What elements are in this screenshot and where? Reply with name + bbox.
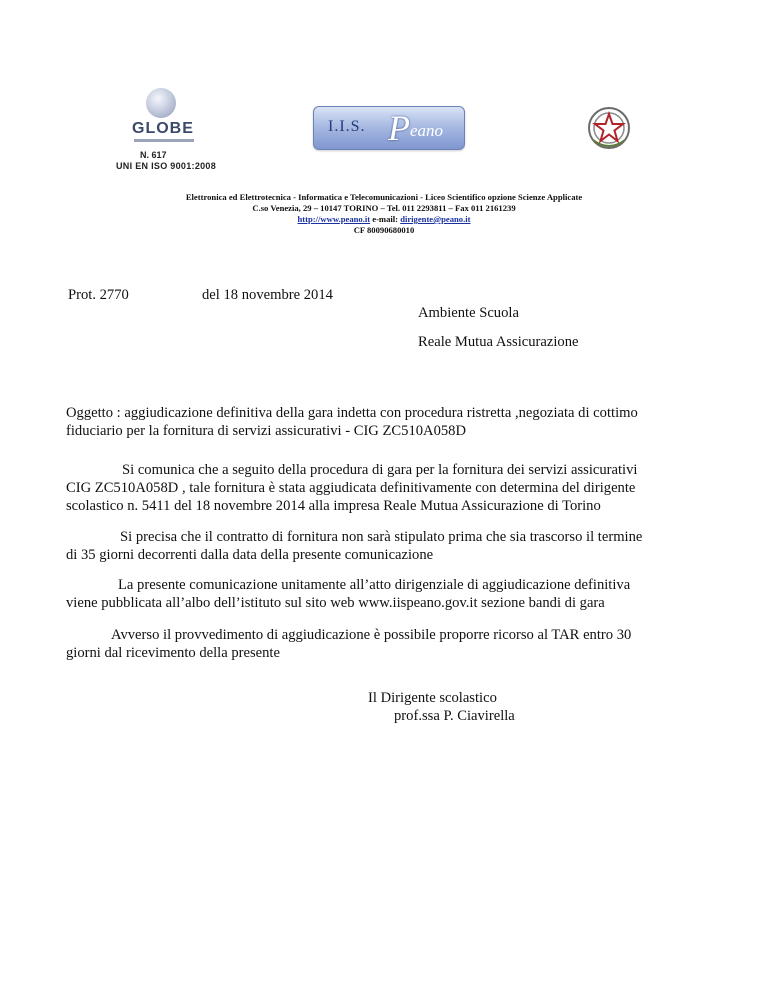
paragraph-4-line-1: Avverso il provvedimento di aggiudicazione è possibile proporre ricorso al TAR entro 30 xyxy=(111,627,632,643)
paragraph-4-line-2: giorni dal ricevimento della presente xyxy=(66,645,280,661)
header-address: C.so Venezia, 29 – 10147 TORINO – Tel. 011 2293811 – Fax 011 2161239 xyxy=(252,203,516,213)
school-logo-prefix: I.I.S. xyxy=(328,118,366,135)
signature-name: prof.ssa P. Ciavirella xyxy=(394,708,515,724)
paragraph-2-line-1: Si precisa che il contratto di fornitura non sarà stipulato prima che sia trascorso il termine xyxy=(120,529,643,545)
paragraph-3-line-1: La presente comunicazione unitamente all’atto dirigenziale di aggiudicazione definitiva xyxy=(118,577,631,593)
protocol-date: del 18 novembre 2014 xyxy=(202,287,333,303)
paragraph-1-line-1: Si comunica che a seguito della procedura di gara per la fornitura dei servizi assicurativi xyxy=(122,462,638,478)
email-label: e-mail: xyxy=(372,214,399,224)
school-logo-letter: P xyxy=(388,108,410,148)
globe-logo-name: GLOBE xyxy=(132,120,194,137)
protocol-number: Prot. 2770 xyxy=(68,287,129,303)
signature-title: Il Dirigente scolastico xyxy=(368,690,497,706)
school-logo-rest: eano xyxy=(410,121,444,140)
globe-certification-logo xyxy=(98,84,230,172)
globe-logo-number: N. 617 xyxy=(140,150,167,160)
recipient-2: Reale Mutua Assicurazione xyxy=(418,334,579,350)
globe-icon xyxy=(146,88,176,118)
globe-logo-bar xyxy=(134,139,194,142)
header-fiscal-code: CF 80090680010 xyxy=(353,225,415,235)
subject-line-1: Oggetto : aggiudicazione definitiva della gara indetta con procedura ristretta ,negoziata di cottimo xyxy=(66,405,638,421)
italian-republic-emblem-icon xyxy=(585,104,633,152)
paragraph-3-line-2: viene pubblicata all’albo dell’istituto sul sito web www.iispeano.gov.it sezione bandi di gara xyxy=(66,595,605,611)
paragraph-2-line-2: di 35 giorni decorrenti dalla data della presente comunicazione xyxy=(66,547,434,563)
header-contacts xyxy=(0,214,768,225)
recipient-1: Ambiente Scuola xyxy=(418,305,519,321)
paragraph-1-line-2: CIG ZC510A058D , tale fornitura è stata aggiudicata definitivamente con determina del dirigente xyxy=(66,480,636,496)
subject-line-2: fiduciario per la fornitura di servizi assicurativi - CIG ZC510A058D xyxy=(66,423,467,439)
website-link[interactable]: http://www.peano.it xyxy=(297,214,371,224)
header-departments: Elettronica ed Elettrotecnica - Informatica e Telecomunicazioni - Liceo Scientifico opzione Scienze Applicate xyxy=(185,192,583,202)
email-link[interactable]: dirigente@peano.it xyxy=(400,214,471,224)
school-logo xyxy=(313,106,465,150)
paragraph-1-line-3: scolastico n. 5411 del 18 novembre 2014 alla impresa Reale Mutua Assicurazione di Torino xyxy=(66,498,601,514)
globe-logo-standard: UNI EN ISO 9001:2008 xyxy=(116,161,217,171)
